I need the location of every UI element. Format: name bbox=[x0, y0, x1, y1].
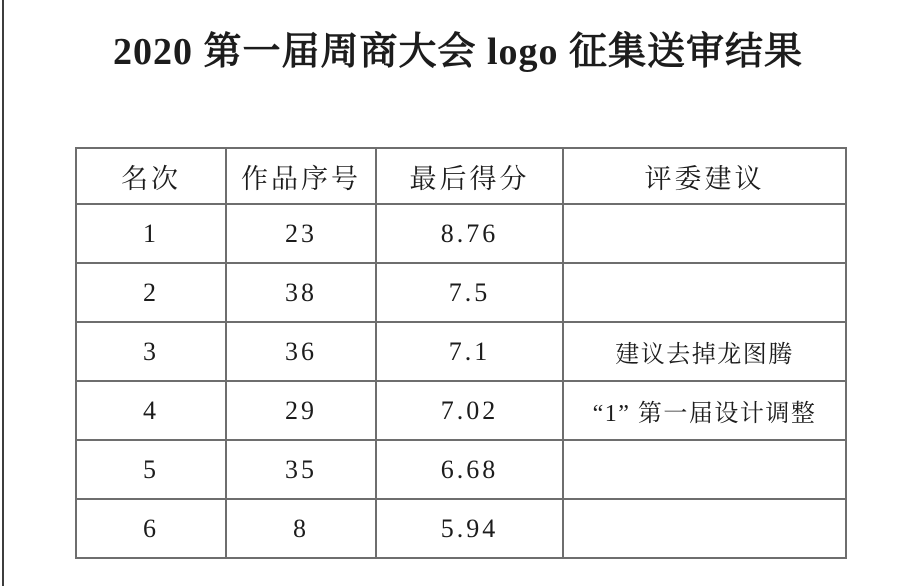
cell-rank: 5 bbox=[76, 440, 226, 499]
cell-entry: 36 bbox=[226, 322, 376, 381]
cell-entry: 38 bbox=[226, 263, 376, 322]
table-row bbox=[76, 263, 846, 322]
table-row bbox=[76, 499, 846, 558]
cell-comment bbox=[563, 440, 846, 499]
cell-comment bbox=[563, 204, 846, 263]
cell-score: 5.94 bbox=[376, 499, 563, 558]
cell-rank: 6 bbox=[76, 499, 226, 558]
cell-comment bbox=[563, 263, 846, 322]
col-header-comment: 评委建议 bbox=[563, 148, 846, 204]
col-header-rank: 名次 bbox=[76, 148, 226, 204]
cell-rank: 2 bbox=[76, 263, 226, 322]
table-row bbox=[76, 381, 846, 440]
cell-comment bbox=[563, 499, 846, 558]
results-table bbox=[75, 147, 847, 559]
col-header-score: 最后得分 bbox=[376, 148, 563, 204]
header-row bbox=[76, 148, 846, 204]
cell-score: 6.68 bbox=[376, 440, 563, 499]
cell-entry: 29 bbox=[226, 381, 376, 440]
cell-rank: 1 bbox=[76, 204, 226, 263]
cell-entry: 23 bbox=[226, 204, 376, 263]
cell-score: 7.5 bbox=[376, 263, 563, 322]
cell-comment: “1” 第一届设计调整 bbox=[563, 381, 846, 440]
cell-entry: 8 bbox=[226, 499, 376, 558]
cell-rank: 3 bbox=[76, 322, 226, 381]
page-edge-line bbox=[2, 0, 4, 586]
cell-entry: 35 bbox=[226, 440, 376, 499]
cell-rank: 4 bbox=[76, 381, 226, 440]
table-row bbox=[76, 440, 846, 499]
cell-score: 8.76 bbox=[376, 204, 563, 263]
cell-score: 7.02 bbox=[376, 381, 563, 440]
table-row bbox=[76, 322, 846, 381]
table-row bbox=[76, 204, 846, 263]
cell-comment: 建议去掉龙图腾 bbox=[563, 322, 846, 381]
col-header-entry: 作品序号 bbox=[226, 148, 376, 204]
page-title: 2020 第一届周商大会 logo 征集送审结果 bbox=[112, 31, 804, 73]
cell-score: 7.1 bbox=[376, 322, 563, 381]
